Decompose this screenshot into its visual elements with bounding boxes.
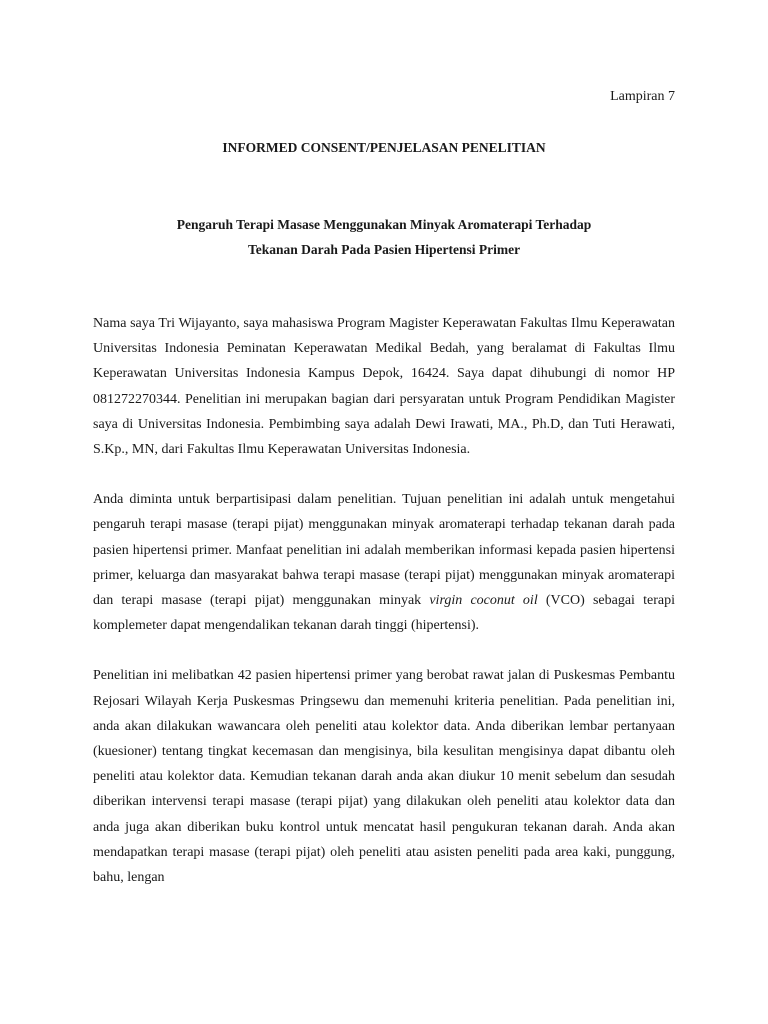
appendix-label: Lampiran 7 [610,89,675,104]
document-body [93,311,675,915]
paragraph-procedure: Penelitian ini melibatkan 42 pasien hipertensi primer yang berobat rawat jalan di Puskesmas Pembantu Rejosari Wilayah Kerja Puskesmas Pringsewu dan memenuhi kriteria penelitian. Pada penelitian ini, anda akan dilakukan wawancara oleh peneliti atau kolektor data. Anda diberikan lembar pertanyaan (kuesioner) tentang tingkat kecemasan dan mengisinya, bila kesulitan mengisinya dapat dibantu oleh peneliti atau kolektor data. Kemudian tekanan darah anda akan diukur 10 menit sebelum dan sesudah diberikan intervensi terapi masase (terapi pijat) yang dilakukan oleh peneliti atau kolektor data dan anda juga akan diberikan buku kontrol untuk mencatat hasil pengukuran tekanan darah. Anda akan mendapatkan terapi masase (terapi pijat) oleh peneliti atau asisten peneliti pada area kaki, punggung, bahu, lengan [93,668,675,886]
research-title [0,212,768,262]
paragraph-purpose [93,487,675,638]
paragraph-researcher-intro: Nama saya Tri Wijayanto, saya mahasiswa Program Magister Keperawatan Fakultas Ilmu Keperawatan Universitas Indonesia Peminatan Keperawatan Medikal Bedah, yang beralamat di Fakultas Ilmu Keperawatan Universitas Indonesia Kampus Depok, 16424. Saya dapat dihubungi di nomor HP 081272270344. Penelitian ini merupakan bagian dari persyaratan untuk Program Pendidikan Magister saya di Universitas Indonesia. Pembimbing saya adalah Dewi Irawati, MA., Ph.D, dan Tuti Herawati, S.Kp., MN, dari Fakultas Ilmu Keperawatan Universitas Indonesia. [93,316,675,458]
research-title-line-1: Pengaruh Terapi Masase Menggunakan Minyak Aromaterapi Terhadap [176,217,592,232]
research-title-line-2: Tekanan Darah Pada Pasien Hipertensi Primer [247,242,521,257]
paragraph-purpose-text-2: (VCO) sebagai terapi komplemeter dapat mengendalikan tekanan darah tinggi (hipertensi). [93,593,675,634]
document-heading: INFORMED CONSENT/PENJELASAN PENELITIAN [222,140,546,155]
paragraph-purpose-italic-term: virgin coconut oil [429,593,538,609]
paragraph-purpose-text-1: Anda diminta untuk berpartisipasi dalam penelitian. Tujuan penelitian ini adalah untuk mengetahui pengaruh terapi masase (terapi pijat) menggunakan minyak aromaterapi terhadap tekanan darah pada pasien hipertensi primer. Manfaat penelitian ini adalah memberikan informasi kepada pasien hipertensi primer, keluarga dan masyarakat bahwa terapi masase (terapi pijat) menggunakan minyak aromaterapi dan terapi masase (terapi pijat) menggunakan minyak [93,492,675,609]
